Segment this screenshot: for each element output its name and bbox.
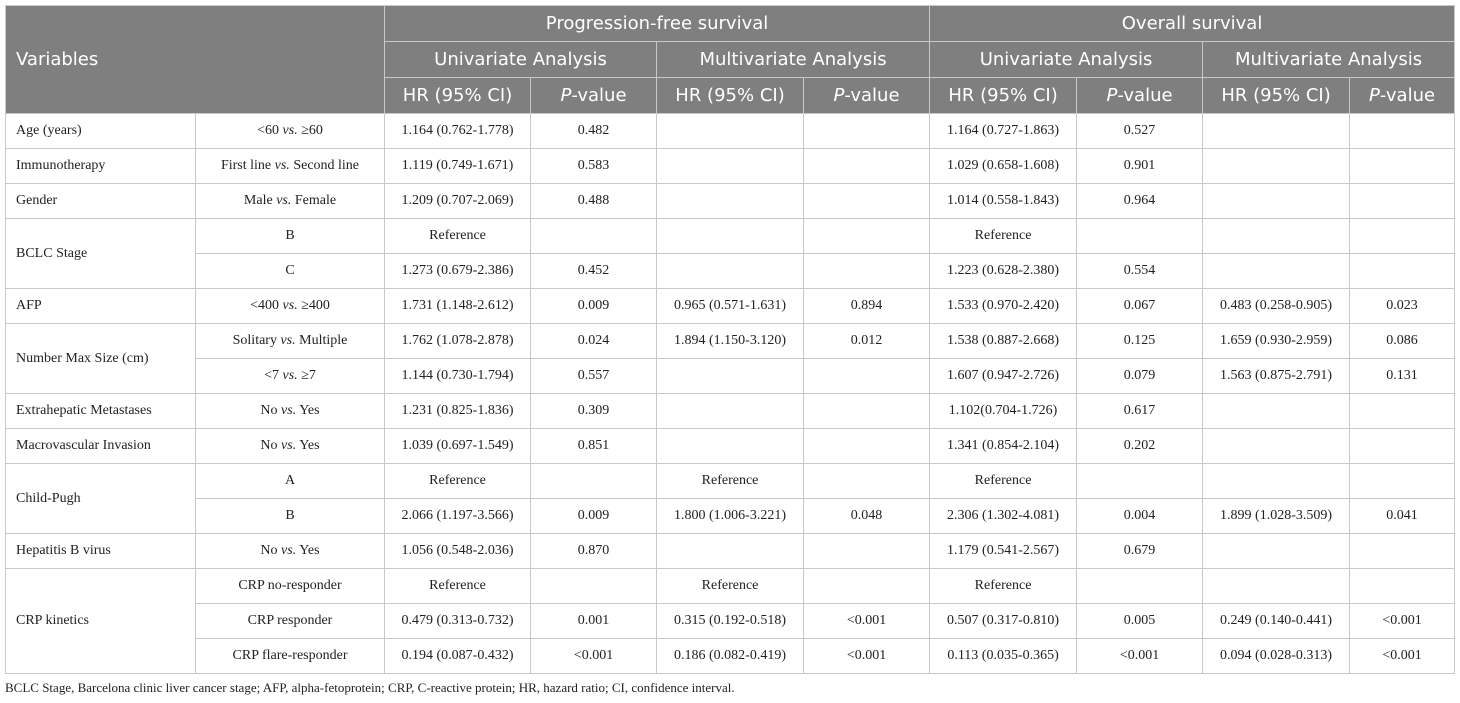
pfs-multi-p: 0.894 [804, 289, 930, 324]
os-multi-hr [1203, 569, 1350, 604]
os-uni-p [1077, 219, 1203, 254]
os-multi-hr [1203, 254, 1350, 289]
pfs-multi-p [804, 114, 930, 149]
pfs-multi-hr: 0.315 (0.192-0.518) [657, 604, 804, 639]
pfs-multi-hr: 1.800 (1.006-3.221) [657, 499, 804, 534]
os-uni-hr: Reference [930, 464, 1077, 499]
comparison-cell: No vs. Yes [196, 534, 385, 569]
comparison-cell: <60 vs. ≥60 [196, 114, 385, 149]
os-uni-hr: 1.164 (0.727-1.863) [930, 114, 1077, 149]
os-uni-p [1077, 569, 1203, 604]
pfs-multi-hr [657, 534, 804, 569]
os-uni-hr: 0.113 (0.035-0.365) [930, 639, 1077, 674]
os-multi-p [1350, 184, 1455, 219]
os-univariate-header: Univariate Analysis [930, 42, 1203, 78]
os-uni-hr: 1.533 (0.970-2.420) [930, 289, 1077, 324]
table-body [6, 114, 1455, 674]
pfs-uni-p: 0.851 [531, 429, 657, 464]
pfs-uni-p: 0.309 [531, 394, 657, 429]
os-uni-hr: 1.223 (0.628-2.380) [930, 254, 1077, 289]
variable-label: BCLC Stage [6, 219, 196, 289]
pfs-uni-p [531, 464, 657, 499]
pfs-uni-hr: Reference [385, 219, 531, 254]
pfs-multi-hr [657, 394, 804, 429]
os-multivariate-header: Multivariate Analysis [1203, 42, 1455, 78]
table-row [6, 219, 1455, 254]
table-row [6, 639, 1455, 674]
comparison-cell: No vs. Yes [196, 429, 385, 464]
table-row [6, 114, 1455, 149]
pfs-uni-p [531, 569, 657, 604]
os-multi-hr: 1.563 (0.875-2.791) [1203, 359, 1350, 394]
pfs-multi-hr: Reference [657, 569, 804, 604]
table-header [6, 6, 1455, 114]
variable-label: Extrahepatic Metastases [6, 394, 196, 429]
pfs-multi-p [804, 429, 930, 464]
variable-label: Macrovascular Invasion [6, 429, 196, 464]
os-uni-p: 0.202 [1077, 429, 1203, 464]
os-uni-p: 0.554 [1077, 254, 1203, 289]
os-multi-hr [1203, 219, 1350, 254]
os-multi-p: <0.001 [1350, 639, 1455, 674]
os-multi-p: 0.131 [1350, 359, 1455, 394]
pfs-multivariate-header: Multivariate Analysis [657, 42, 930, 78]
pfs-multi-p [804, 254, 930, 289]
os-multi-hr [1203, 114, 1350, 149]
pfs-uni-hr: 0.479 (0.313-0.732) [385, 604, 531, 639]
comparison-cell: B [196, 219, 385, 254]
pfs-uni-p [531, 219, 657, 254]
comparison-cell: <7 vs. ≥7 [196, 359, 385, 394]
os-header: Overall survival [930, 6, 1455, 42]
pfs-uni-hr: 1.231 (0.825-1.836) [385, 394, 531, 429]
os-multi-hr [1203, 149, 1350, 184]
table-row [6, 534, 1455, 569]
variable-label: Gender [6, 184, 196, 219]
os-multi-hr: 0.249 (0.140-0.441) [1203, 604, 1350, 639]
os-uni-hr: 0.507 (0.317-0.810) [930, 604, 1077, 639]
pfs-multi-p [804, 149, 930, 184]
pfs-uni-p: 0.583 [531, 149, 657, 184]
pfs-multi-hr: 1.894 (1.150-3.120) [657, 324, 804, 359]
comparison-cell: CRP flare-responder [196, 639, 385, 674]
os-uni-hr: 1.179 (0.541-2.567) [930, 534, 1077, 569]
variable-label: AFP [6, 289, 196, 324]
os-uni-p: 0.964 [1077, 184, 1203, 219]
os-multi-hr [1203, 534, 1350, 569]
os-uni-p: 0.679 [1077, 534, 1203, 569]
pfs-multi-p: <0.001 [804, 604, 930, 639]
table-row [6, 359, 1455, 394]
pfs-uni-hr: 1.273 (0.679-2.386) [385, 254, 531, 289]
os-multi-hr: 0.483 (0.258-0.905) [1203, 289, 1350, 324]
p-value-header: P-value [1350, 78, 1455, 114]
pfs-multi-p: <0.001 [804, 639, 930, 674]
hr-header: HR (95% CI) [385, 78, 531, 114]
p-value-header: P-value [804, 78, 930, 114]
comparison-cell: No vs. Yes [196, 394, 385, 429]
os-uni-hr: 1.102(0.704-1.726) [930, 394, 1077, 429]
variable-label: Number Max Size (cm) [6, 324, 196, 394]
comparison-cell: First line vs. Second line [196, 149, 385, 184]
os-uni-p: <0.001 [1077, 639, 1203, 674]
pfs-uni-p: 0.024 [531, 324, 657, 359]
pfs-multi-hr [657, 219, 804, 254]
comparison-cell: B [196, 499, 385, 534]
os-multi-hr [1203, 394, 1350, 429]
pfs-uni-hr: 1.209 (0.707-2.069) [385, 184, 531, 219]
table-row [6, 324, 1455, 359]
pfs-multi-p: 0.012 [804, 324, 930, 359]
variable-label: Age (years) [6, 114, 196, 149]
os-multi-hr [1203, 464, 1350, 499]
os-multi-hr [1203, 184, 1350, 219]
os-multi-p [1350, 114, 1455, 149]
pfs-multi-p [804, 569, 930, 604]
os-multi-hr: 0.094 (0.028-0.313) [1203, 639, 1350, 674]
comparison-cell: C [196, 254, 385, 289]
os-multi-p [1350, 254, 1455, 289]
os-multi-p [1350, 394, 1455, 429]
pfs-header: Progression-free survival [385, 6, 930, 42]
os-uni-hr: 1.538 (0.887-2.668) [930, 324, 1077, 359]
pfs-multi-hr [657, 254, 804, 289]
pfs-uni-hr: Reference [385, 569, 531, 604]
os-uni-p: 0.005 [1077, 604, 1203, 639]
os-uni-hr: Reference [930, 569, 1077, 604]
pfs-uni-hr: 1.144 (0.730-1.794) [385, 359, 531, 394]
pfs-multi-p [804, 184, 930, 219]
variable-label: Hepatitis B virus [6, 534, 196, 569]
os-multi-p [1350, 429, 1455, 464]
table-row [6, 289, 1455, 324]
pfs-multi-p [804, 464, 930, 499]
os-multi-p [1350, 464, 1455, 499]
variable-label: CRP kinetics [6, 569, 196, 674]
pfs-uni-hr: 1.731 (1.148-2.612) [385, 289, 531, 324]
table-row [6, 149, 1455, 184]
pfs-multi-hr [657, 429, 804, 464]
pfs-uni-hr: 2.066 (1.197-3.566) [385, 499, 531, 534]
pfs-multi-hr [657, 114, 804, 149]
variable-label: Child-Pugh [6, 464, 196, 534]
pfs-uni-hr: Reference [385, 464, 531, 499]
pfs-uni-hr: 1.119 (0.749-1.671) [385, 149, 531, 184]
pfs-multi-hr: Reference [657, 464, 804, 499]
pfs-uni-p: 0.452 [531, 254, 657, 289]
pfs-uni-p: 0.557 [531, 359, 657, 394]
variable-label: Immunotherapy [6, 149, 196, 184]
pfs-multi-p [804, 219, 930, 254]
os-uni-p: 0.079 [1077, 359, 1203, 394]
os-uni-p: 0.004 [1077, 499, 1203, 534]
hr-header: HR (95% CI) [930, 78, 1077, 114]
table-row [6, 604, 1455, 639]
pfs-uni-p: 0.482 [531, 114, 657, 149]
table-row [6, 254, 1455, 289]
os-multi-p [1350, 219, 1455, 254]
os-uni-p: 0.901 [1077, 149, 1203, 184]
pfs-multi-p: 0.048 [804, 499, 930, 534]
regression-table [5, 5, 1455, 674]
os-uni-hr: 2.306 (1.302-4.081) [930, 499, 1077, 534]
os-uni-hr: 1.341 (0.854-2.104) [930, 429, 1077, 464]
os-uni-p: 0.067 [1077, 289, 1203, 324]
table-row [6, 464, 1455, 499]
comparison-cell: Male vs. Female [196, 184, 385, 219]
variables-header: Variables [6, 6, 385, 114]
pfs-multi-p [804, 394, 930, 429]
os-uni-p: 0.125 [1077, 324, 1203, 359]
os-multi-hr: 1.899 (1.028-3.509) [1203, 499, 1350, 534]
hr-header: HR (95% CI) [1203, 78, 1350, 114]
pfs-uni-hr: 1.039 (0.697-1.549) [385, 429, 531, 464]
pfs-uni-p: 0.001 [531, 604, 657, 639]
comparison-cell: <400 vs. ≥400 [196, 289, 385, 324]
pfs-multi-hr [657, 359, 804, 394]
comparison-cell: Solitary vs. Multiple [196, 324, 385, 359]
os-multi-p: 0.023 [1350, 289, 1455, 324]
os-uni-hr: Reference [930, 219, 1077, 254]
os-multi-p [1350, 149, 1455, 184]
pfs-multi-hr [657, 184, 804, 219]
pfs-uni-hr: 1.164 (0.762-1.778) [385, 114, 531, 149]
table-row [6, 429, 1455, 464]
os-uni-p: 0.617 [1077, 394, 1203, 429]
table-row [6, 499, 1455, 534]
pfs-multi-hr: 0.186 (0.082-0.419) [657, 639, 804, 674]
os-multi-hr [1203, 429, 1350, 464]
pfs-multi-hr [657, 149, 804, 184]
pfs-multi-p [804, 534, 930, 569]
pfs-uni-p: 0.488 [531, 184, 657, 219]
table-row [6, 184, 1455, 219]
os-uni-p [1077, 464, 1203, 499]
pfs-uni-p: 0.009 [531, 499, 657, 534]
os-uni-p: 0.527 [1077, 114, 1203, 149]
os-multi-hr: 1.659 (0.930-2.959) [1203, 324, 1350, 359]
comparison-cell: CRP no-responder [196, 569, 385, 604]
table-footnote: BCLC Stage, Barcelona clinic liver cancer stage; AFP, alpha-fetoprotein; CRP, C-reactive protein; HR, hazard ratio; CI, confidence interval. [5, 680, 735, 695]
pfs-multi-hr: 0.965 (0.571-1.631) [657, 289, 804, 324]
os-multi-p: 0.041 [1350, 499, 1455, 534]
p-value-header: P-value [531, 78, 657, 114]
pfs-uni-hr: 1.056 (0.548-2.036) [385, 534, 531, 569]
p-value-header: P-value [1077, 78, 1203, 114]
comparison-cell: CRP responder [196, 604, 385, 639]
comparison-cell: A [196, 464, 385, 499]
pfs-uni-p: 0.870 [531, 534, 657, 569]
os-multi-p: 0.086 [1350, 324, 1455, 359]
table-row [6, 569, 1455, 604]
os-uni-hr: 1.607 (0.947-2.726) [930, 359, 1077, 394]
os-uni-hr: 1.014 (0.558-1.843) [930, 184, 1077, 219]
os-multi-p: <0.001 [1350, 604, 1455, 639]
pfs-univariate-header: Univariate Analysis [385, 42, 657, 78]
hr-header: HR (95% CI) [657, 78, 804, 114]
os-multi-p [1350, 534, 1455, 569]
pfs-uni-p: 0.009 [531, 289, 657, 324]
pfs-multi-p [804, 359, 930, 394]
os-multi-p [1350, 569, 1455, 604]
os-uni-hr: 1.029 (0.658-1.608) [930, 149, 1077, 184]
table-row [6, 394, 1455, 429]
pfs-uni-p: <0.001 [531, 639, 657, 674]
pfs-uni-hr: 1.762 (1.078-2.878) [385, 324, 531, 359]
pfs-uni-hr: 0.194 (0.087-0.432) [385, 639, 531, 674]
